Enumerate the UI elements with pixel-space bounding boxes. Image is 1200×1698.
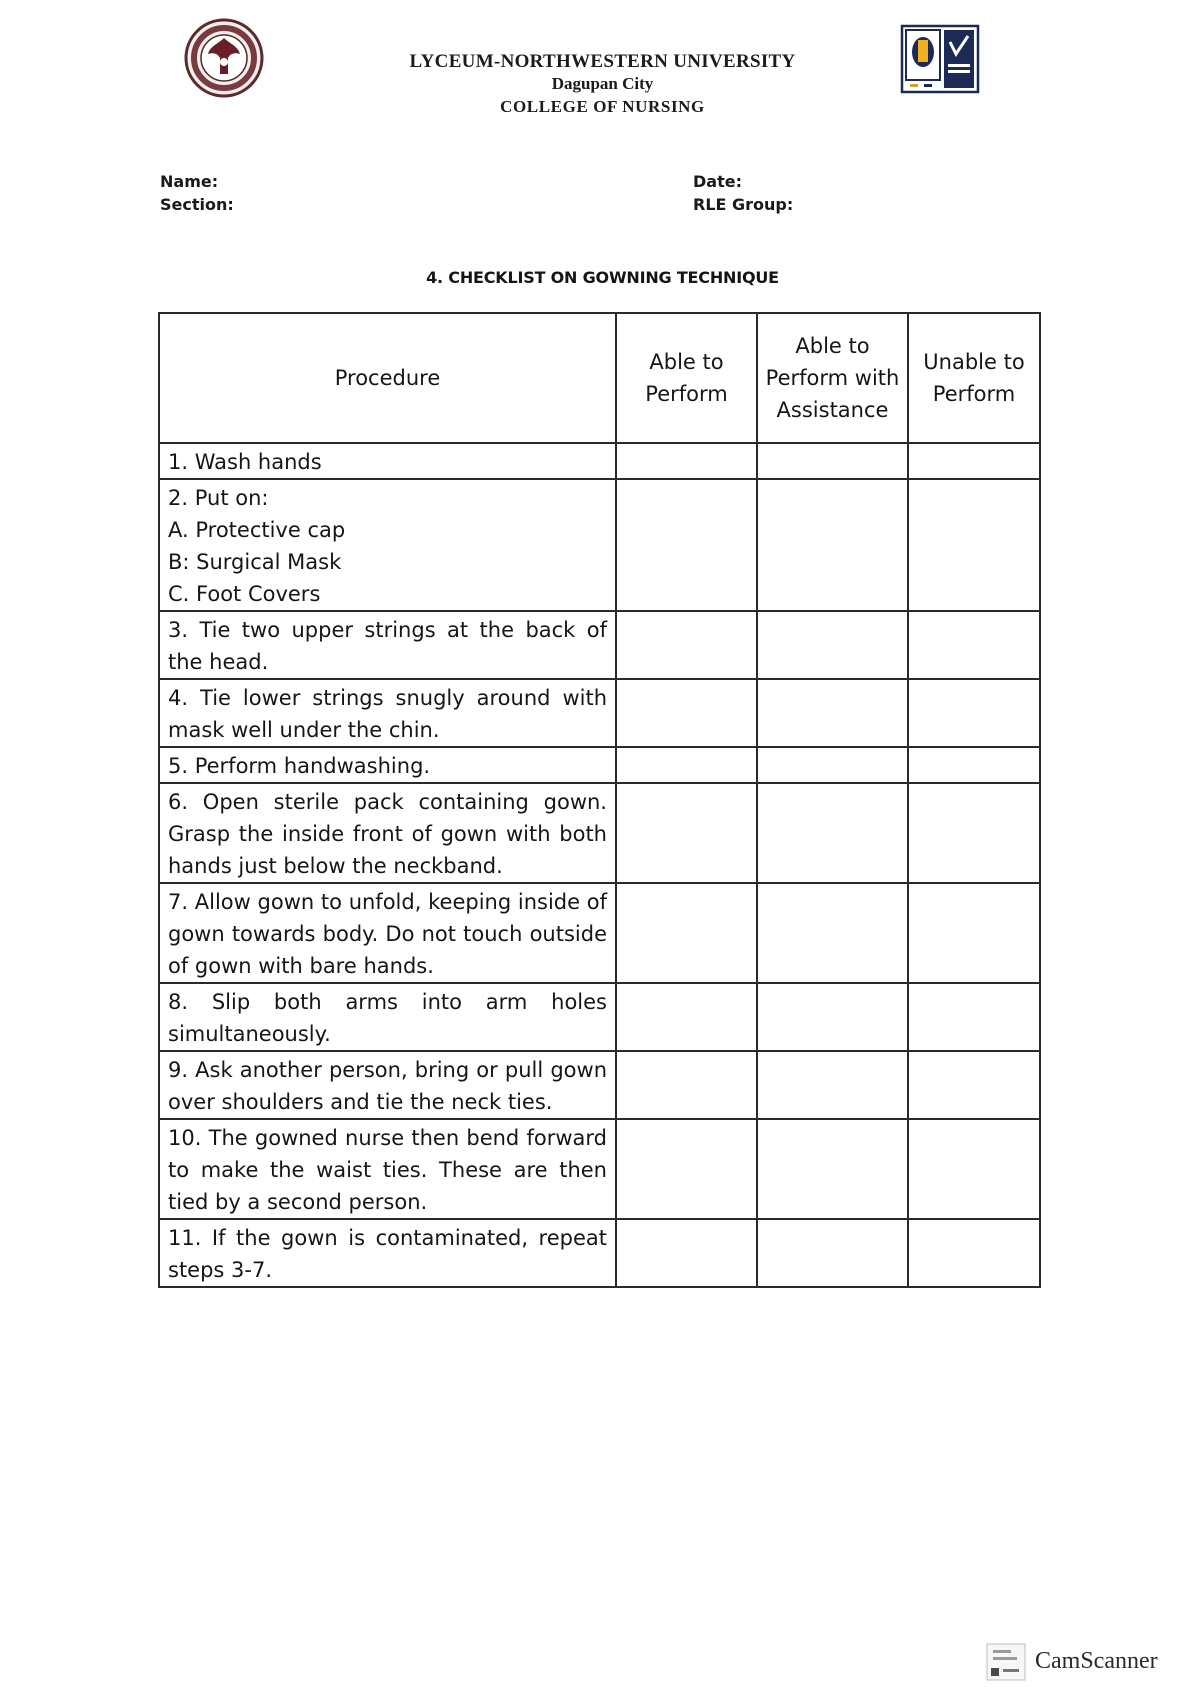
step-subitem: C. Foot Covers [168,582,321,606]
able-cell [616,783,757,883]
table-header-row [159,313,1040,443]
step-text: 10. The gowned nurse then bend forward to make the waist ties. These are then tied by a second person. [168,1126,607,1214]
section-label: Section: [160,195,234,214]
unable-cell [908,883,1040,983]
assist-cell [757,747,908,783]
able-cell [616,611,757,679]
procedure-step [159,1219,616,1287]
able-cell [616,1119,757,1219]
step-text: 6. Open sterile pack containing gown. Grasp the inside front of gown with both hands just below the neckband. [168,790,607,878]
university-name: LYCEUM-NORTHWESTERN UNIVERSITY [409,51,796,72]
procedure-step [159,479,616,611]
table-row [159,1119,1040,1219]
step-text: 11. If the gown is contaminated, repeat steps 3-7. [168,1226,607,1282]
camscanner-label: CamScanner [1035,1648,1158,1674]
university-header [300,50,905,118]
unable-cell [908,1051,1040,1119]
step-text: 9. Ask another person, bring or pull gown over shoulders and tie the neck ties. [168,1058,607,1114]
step-text: 7. Allow gown to unfold, keeping inside of gown towards body. Do not touch outside of gown with bare hands. [168,890,607,978]
assist-cell [757,983,908,1051]
step-subitem: A. Protective cap [168,518,346,542]
table-row [159,983,1040,1051]
header-unable-to-perform: Unable to Perform [908,313,1040,443]
certification-logo [900,24,980,94]
unable-cell [908,611,1040,679]
assist-cell [757,1051,908,1119]
table-row [159,479,1040,611]
able-cell [616,443,757,479]
table-row [159,783,1040,883]
rle-group-label: RLE Group: [693,195,794,214]
procedure-step [159,1119,616,1219]
table-row [159,1051,1040,1119]
able-cell [616,983,757,1051]
assist-cell [757,611,908,679]
able-cell [616,1219,757,1287]
step-text: 2. Put on: [168,486,269,510]
procedure-step [159,983,616,1051]
assist-cell [757,479,908,611]
assist-cell [757,1119,908,1219]
unable-cell [908,983,1040,1051]
unable-cell [908,1219,1040,1287]
procedure-step [159,783,616,883]
unable-cell [908,783,1040,883]
table-row [159,883,1040,983]
step-subitem: B: Surgical Mask [168,550,342,574]
assist-cell [757,1219,908,1287]
able-cell [616,883,757,983]
table-row [159,1219,1040,1287]
step-text: 5. Perform handwashing. [168,754,431,778]
unable-cell [908,747,1040,783]
unable-cell [908,679,1040,747]
step-text: 8. Slip both arms into arm holes simultaneously. [168,990,607,1046]
step-text: 4. Tie lower strings snugly around with mask well under the chin. [168,686,607,742]
university-city: Dagupan City [551,74,654,93]
unable-cell [908,1119,1040,1219]
able-cell [616,1051,757,1119]
name-label: Name: [160,172,219,191]
camscanner-icon [985,1640,1029,1684]
unable-cell [908,479,1040,611]
date-label: Date: [693,172,742,191]
table-row [159,679,1040,747]
camscanner-watermark [985,1640,1185,1684]
checklist-title: 4. CHECKLIST ON GOWNING TECHNIQUE [426,268,779,287]
checklist-table [158,312,1041,1288]
header-procedure: Procedure [159,313,616,443]
step-text: 3. Tie two upper strings at the back of the head. [168,618,607,674]
header-able-to-perform: Able to Perform [616,313,757,443]
procedure-step [159,443,616,479]
step-text: 1. Wash hands [168,450,322,474]
assist-cell [757,783,908,883]
table-row [159,747,1040,783]
procedure-step [159,679,616,747]
able-cell [616,679,757,747]
table-row [159,443,1040,479]
unable-cell [908,443,1040,479]
procedure-step [159,611,616,679]
assist-cell [757,883,908,983]
assist-cell [757,679,908,747]
table-row [159,611,1040,679]
procedure-step [159,883,616,983]
header-able-with-assistance: Able to Perform with Assistance [757,313,908,443]
able-cell [616,747,757,783]
procedure-step [159,747,616,783]
able-cell [616,479,757,611]
college-name: COLLEGE OF NURSING [500,97,705,116]
procedure-step [159,1051,616,1119]
university-seal-logo [182,18,266,98]
assist-cell [757,443,908,479]
